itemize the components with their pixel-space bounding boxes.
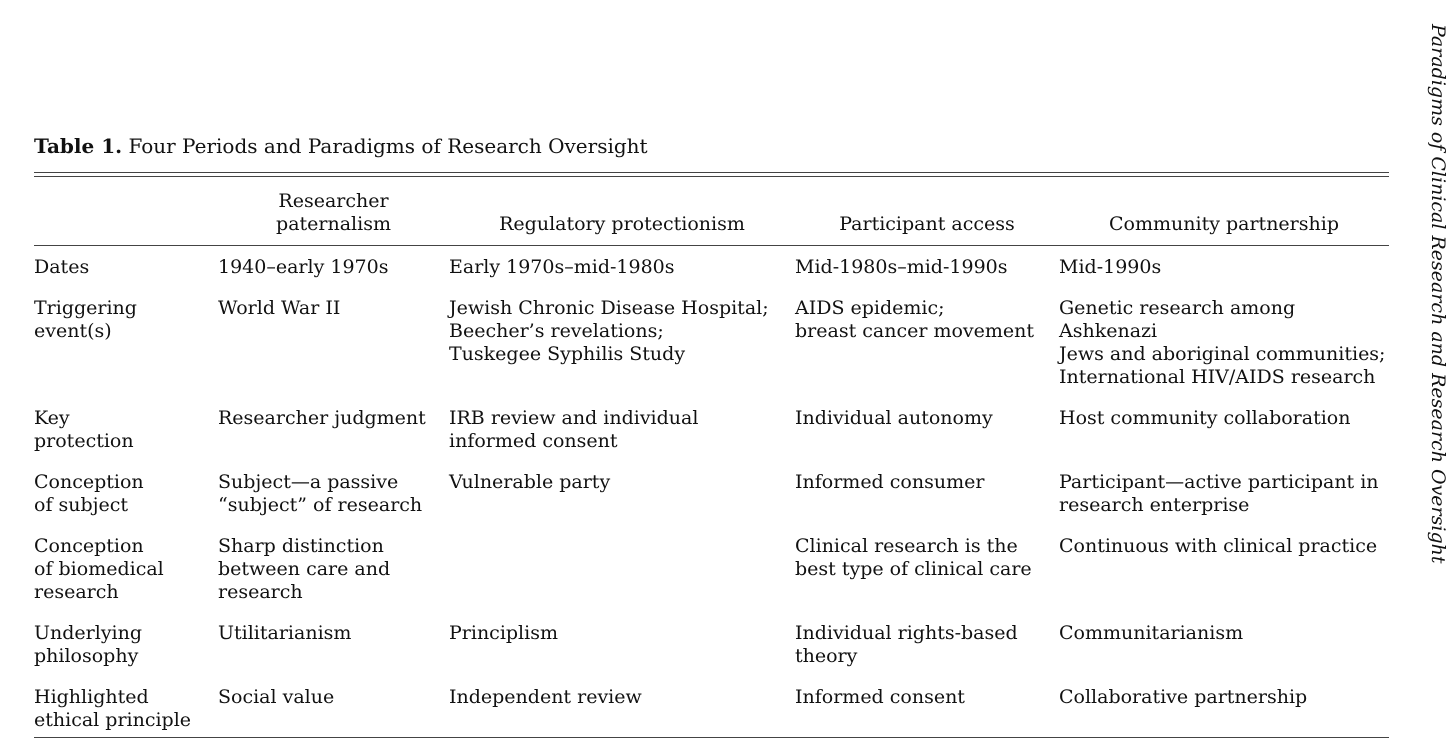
oversight-table xyxy=(34,190,1389,754)
table-cell: Researcher judgment xyxy=(218,407,426,429)
table-cell: Clinical research is the best type of clinical care xyxy=(795,535,1032,580)
table-row-triggering-events xyxy=(34,297,1389,407)
row-label: Key protection xyxy=(34,407,134,452)
table-cell: Informed consumer xyxy=(795,471,985,493)
table-cell: Communitarianism xyxy=(1059,622,1244,644)
row-label: Highlighted ethical principle xyxy=(34,686,192,731)
table-caption xyxy=(34,132,648,160)
bottom-rule xyxy=(34,737,1389,738)
table-cell: IRB review and individual informed consent xyxy=(449,407,699,452)
table-cell: Host community collaboration xyxy=(1059,407,1351,429)
table-cell: Jewish Chronic Disease Hospital; Beecher’s revelations; Tuskegee Syphilis Study xyxy=(449,297,769,365)
table-header-row xyxy=(34,190,1389,246)
top-rule-1 xyxy=(34,172,1389,173)
running-head: Paradigms of Clinical Research and Research Oversight xyxy=(1427,24,1449,564)
table-row-dates xyxy=(34,246,1389,298)
row-label: Underlying philosophy xyxy=(34,622,143,667)
table-cell: AIDS epidemic; breast cancer movement xyxy=(795,297,1035,342)
table-cell: Utilitarianism xyxy=(218,622,352,644)
table-cell: Vulnerable party xyxy=(449,471,611,493)
table-cell: Sharp distinction between care and research xyxy=(218,535,391,603)
table-cell: Mid-1990s xyxy=(1059,256,1162,278)
table-cell: Individual autonomy xyxy=(795,407,993,429)
table-row-conception-of-research xyxy=(34,535,1389,622)
table-cell: Subject—a passive “subject” of research xyxy=(218,471,423,516)
table-cell: Mid-1980s–mid-1990s xyxy=(795,256,1008,278)
table-row-conception-of-subject xyxy=(34,471,1389,535)
table-cell: Participant—active participant in research enterprise xyxy=(1059,471,1379,516)
header-regulatory-protectionism: Regulatory protectionism xyxy=(449,190,795,246)
table-cell: Principlism xyxy=(449,622,558,644)
header-community-partnership: Community partnership xyxy=(1059,190,1389,246)
table-cell: Independent review xyxy=(449,686,642,708)
table-cell: Early 1970s–mid-1980s xyxy=(449,256,675,278)
header-blank xyxy=(34,190,218,246)
row-label: Dates xyxy=(34,256,90,278)
table-row-highlighted-principle xyxy=(34,686,1389,754)
header-researcher-paternalism: Researcher paternalism xyxy=(218,190,449,246)
table-caption-label: Table 1. xyxy=(34,134,123,158)
table-cell: World War II xyxy=(218,297,341,319)
table-row-underlying-philosophy xyxy=(34,622,1389,686)
table-cell: Informed consent xyxy=(795,686,965,708)
table-row-key-protection xyxy=(34,407,1389,471)
table-cell: 1940–early 1970s xyxy=(218,256,389,278)
table-cell: Individual rights-based theory xyxy=(795,622,1018,667)
row-label: Triggering event(s) xyxy=(34,297,137,342)
table-cell: Genetic research among Ashkenazi Jews and aboriginal communities; International HIV/AIDS research xyxy=(1059,297,1386,388)
table-caption-title: Four Periods and Paradigms of Research Oversight xyxy=(128,134,648,158)
table-cell: Collaborative partnership xyxy=(1059,686,1308,708)
header-participant-access: Participant access xyxy=(795,190,1059,246)
row-label: Conception of subject xyxy=(34,471,144,516)
row-label: Conception of biomedical research xyxy=(34,535,164,603)
top-rule-2 xyxy=(34,176,1389,177)
table-cell xyxy=(449,535,795,622)
table-cell: Continuous with clinical practice xyxy=(1059,535,1378,557)
table-cell: Social value xyxy=(218,686,335,708)
